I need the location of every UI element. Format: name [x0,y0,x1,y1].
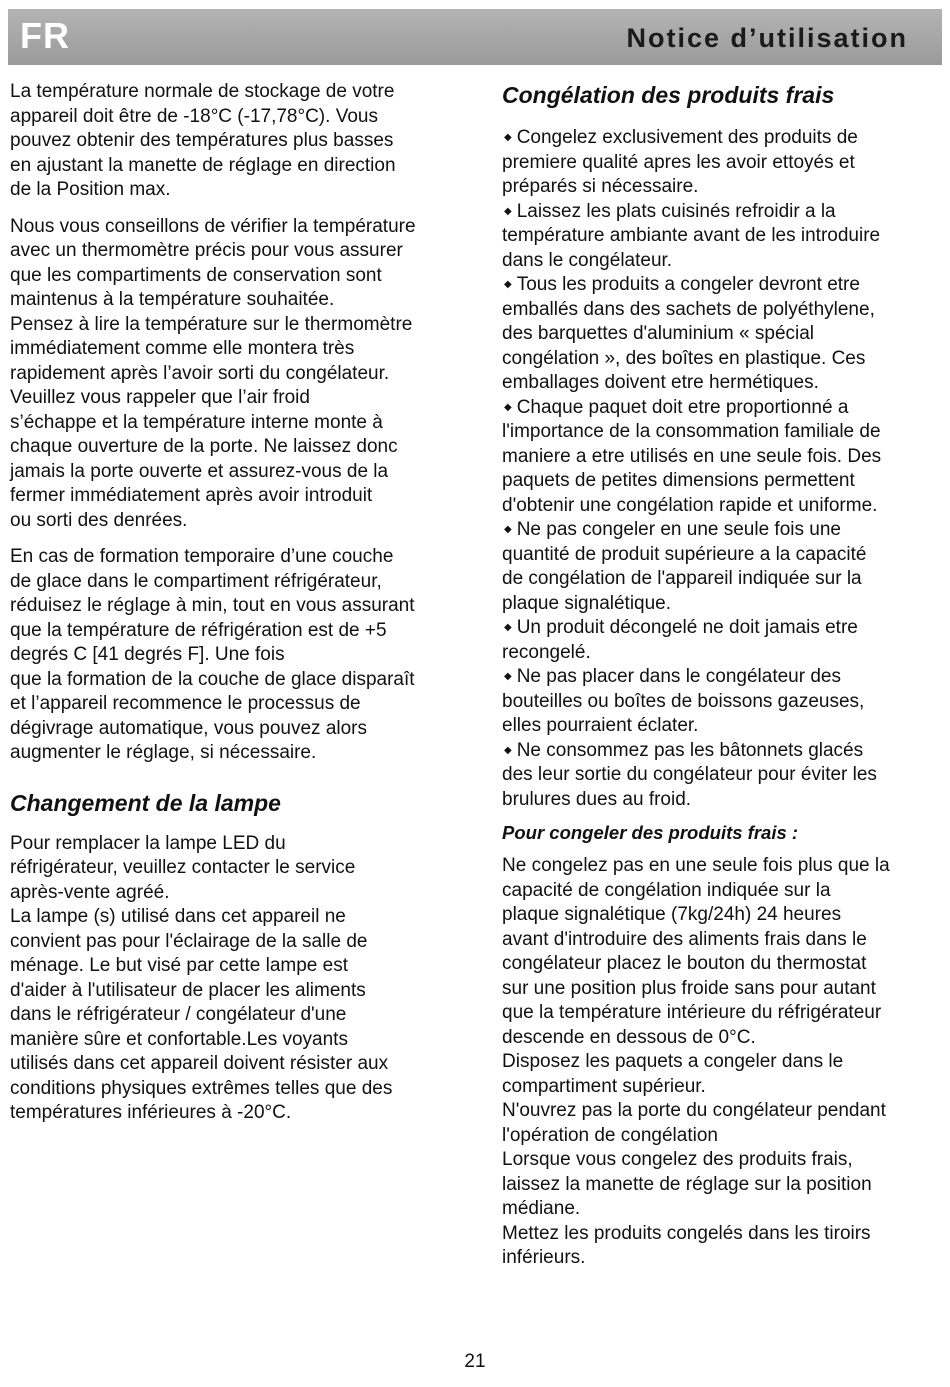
list-item: ◆ Ne consommez pas les bâtonnets glacés des leur sortie du congélateur pour éviter les brulures dues au froid. [502,739,942,813]
list-item: ◆ Ne pas placer dans le congélateur des bouteilles ou boîtes de boissons gazeuses, elles pourraient éclater. [502,665,942,739]
list-item: ◆ Un produit décongelé ne doit jamais etre recongelé. [502,616,942,665]
right-column [502,80,942,1271]
freezing-heading: Congélation des produits frais [502,82,835,108]
language-code: FR [20,15,70,56]
page-number: 21 [464,1351,486,1372]
ice-layer-paragraph: En cas de formation temporaire d’une couche de glace dans le compartiment réfrigérateur, réduisez le réglage à min, tout en vous assurant que la température de réfrigération est de +5 degrés C [41 degrés F]. Une fois que la formation de la couche de glace disparaît et l’appareil recommence le processus de dégivrage automatique, vous pouvez alors augmenter le réglage, si nécessaire. [10,546,415,763]
thermometer-paragraph: Nous vous conseillons de vérifier la température avec un thermomètre précis pour vous assurer que les compartiments de conservation sont maintenus à la température souhaitée. Pensez à lire la température sur le thermomètre immédiatement comme elle montera très rapidement après l’avoir sorti du congélateur. Veuillez vous rappeler que l’air froid s’échappe et la température interne monte à chaque ouverture de la porte. Ne laissez donc jamais la porte ouverte et assurez-vous de la fermer immédiatement après avoir introduit ou sorti des denrées. [10,215,416,531]
lamp-heading: Changement de la lampe [10,789,281,816]
left-column [10,80,460,1126]
lamp-paragraph: Pour remplacer la lampe LED du réfrigérateur, veuillez contacter le service après-vente agréé. La lampe (s) utilisé dans cet appareil ne convient pas pour l'éclairage de la salle de ménage. Le but visé par cette lampe est d'aider à l'utilisateur de placer les aliments dans le réfrigérateur / congélateur d'une manière sûre et confortable.Les voyants utilisés dans cet appareil doivent résister aux conditions physiques extrêmes telles que des températures inférieures à -20°C. [10,832,393,1123]
list-item: ◆ Ne pas congeler en une seule fois une quantité de produit supérieure a la capacité de congélation de l'appareil indiquée sur la plaque signalétique. [502,518,942,616]
storage-temperature-paragraph: La température normale de stockage de votre appareil doit être de -18°C (-17,78°C). Vous pouvez obtenir des températures plus basses en ajustant la manette de réglage en direction de la Position max. [10,81,396,200]
list-item: ◆ Laissez les plats cuisinés refroidir a la température ambiante avant de les introduire dans le congélateur. [502,200,942,274]
list-item: ◆ Chaque paquet doit etre proportionné a l'importance de la consommation familiale de maniere a etre utilisés en une seule fois. Des paquets de petites dimensions permettent d'obtenir une congélation rapide et uniforme. [502,396,942,519]
list-item: ◆ Tous les produits a congeler devront etre emballés dans des sachets de polyéthylene, des barquettes d'aluminium « spécial congélation », des boîtes en plastique. Ces emballages doivent etre hermétiques. [502,273,942,396]
header-title: Notice d’utilisation [626,23,908,53]
freezing-instructions-paragraph: Ne congelez pas en une seule fois plus que la capacité de congélation indiquée sur la plaque signalétique (7kg/24h) 24 heures avant d'introduire des aliments frais dans le congélateur placez le bouton du thermostat sur une position plus froide sans pour autant que la température intérieure du réfrigérateur descende en dessous de 0°C. Disposez les paquets a congeler dans le compartiment supérieur. N'ouvrez pas la porte du congélateur pendant l'opération de congélation Lorsque vous congelez des produits frais, laissez la manette de réglage sur la position médiane. Mettez les produits congelés dans les tiroirs inférieurs. [502,855,890,1268]
page-header [8,9,942,65]
subheading: Pour congeler des produits frais : [502,822,799,843]
list-item: ◆ Congelez exclusivement des produits de premiere qualité apres les avoir ettoyés et préparés si nécessaire. [502,126,942,200]
